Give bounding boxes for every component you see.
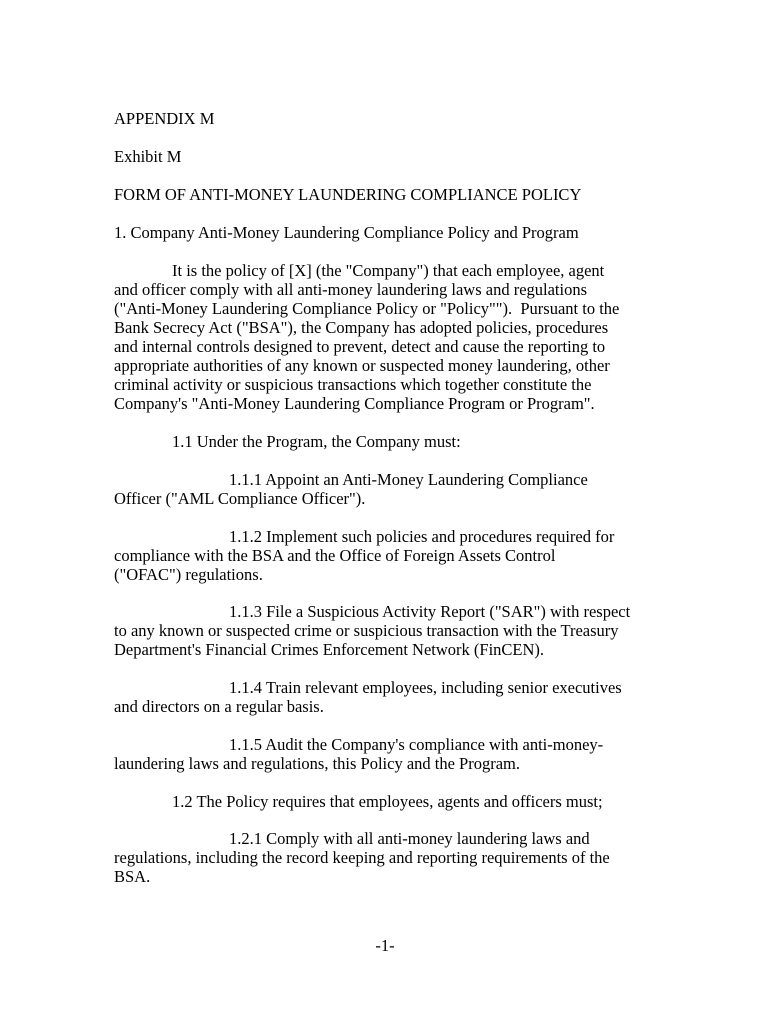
paragraph-line: and internal controls designed to prevent, detect and cause the reporting to (114, 337, 606, 356)
clause-line: laundering laws and regulations, this Policy and the Program. (114, 754, 521, 773)
clause-line: 1.1.2 Implement such policies and procedures required for (229, 527, 615, 546)
paragraph-line: Bank Secrecy Act ("BSA"), the Company has adopted policies, procedures (114, 318, 609, 337)
clause-line: to any known or suspected crime or suspicious transaction with the Treasury (114, 621, 619, 640)
clause-line: 1.1.1 Appoint an Anti-Money Laundering Compliance (229, 470, 588, 489)
paragraph-line: It is the policy of [X] (the "Company") that each employee, agent (172, 261, 605, 280)
paragraph-line: appropriate authorities of any known or suspected money laundering, other (114, 356, 610, 375)
clause-line: 1.1.4 Train relevant employees, including senior executives (229, 678, 622, 697)
clause-line: and directors on a regular basis. (114, 697, 324, 716)
paragraph-line: Company's "Anti-Money Laundering Compliance Program or Program". (114, 394, 595, 413)
paragraph-line: and officer comply with all anti-money laundering laws and regulations (114, 280, 588, 299)
clause-line: Officer ("AML Compliance Officer"). (114, 489, 366, 508)
clause-line: 1.1.3 File a Suspicious Activity Report ("SAR") with respect (229, 602, 631, 621)
paragraph-line: ("Anti-Money Laundering Compliance Policy or "Policy""). Pursuant to the (114, 299, 620, 318)
page-number: -1- (375, 936, 395, 955)
section-heading: 1. Company Anti-Money Laundering Compliance Policy and Program (114, 223, 579, 242)
clause-line: Department's Financial Crimes Enforcement Network (FinCEN). (114, 640, 545, 659)
paragraph-line: criminal activity or suspicious transactions which together constitute the (114, 375, 592, 394)
appendix-title: APPENDIX M (114, 109, 215, 128)
clause-line: compliance with the BSA and the Office of Foreign Assets Control (114, 546, 556, 565)
clause-line: ("OFAC") regulations. (114, 565, 263, 584)
clause-line: 1.2.1 Comply with all anti-money laundering laws and (229, 829, 590, 848)
clause-line: BSA. (114, 867, 151, 886)
clause-1-1: 1.1 Under the Program, the Company must: (172, 432, 461, 451)
clause-1-2: 1.2 The Policy requires that employees, agents and officers must; (172, 792, 603, 811)
clause-line: regulations, including the record keeping and reporting requirements of the (114, 848, 610, 867)
form-title: FORM OF ANTI-MONEY LAUNDERING COMPLIANCE POLICY (114, 185, 582, 204)
exhibit-title: Exhibit M (114, 147, 182, 166)
clause-line: 1.1.5 Audit the Company's compliance with anti-money- (229, 735, 604, 754)
